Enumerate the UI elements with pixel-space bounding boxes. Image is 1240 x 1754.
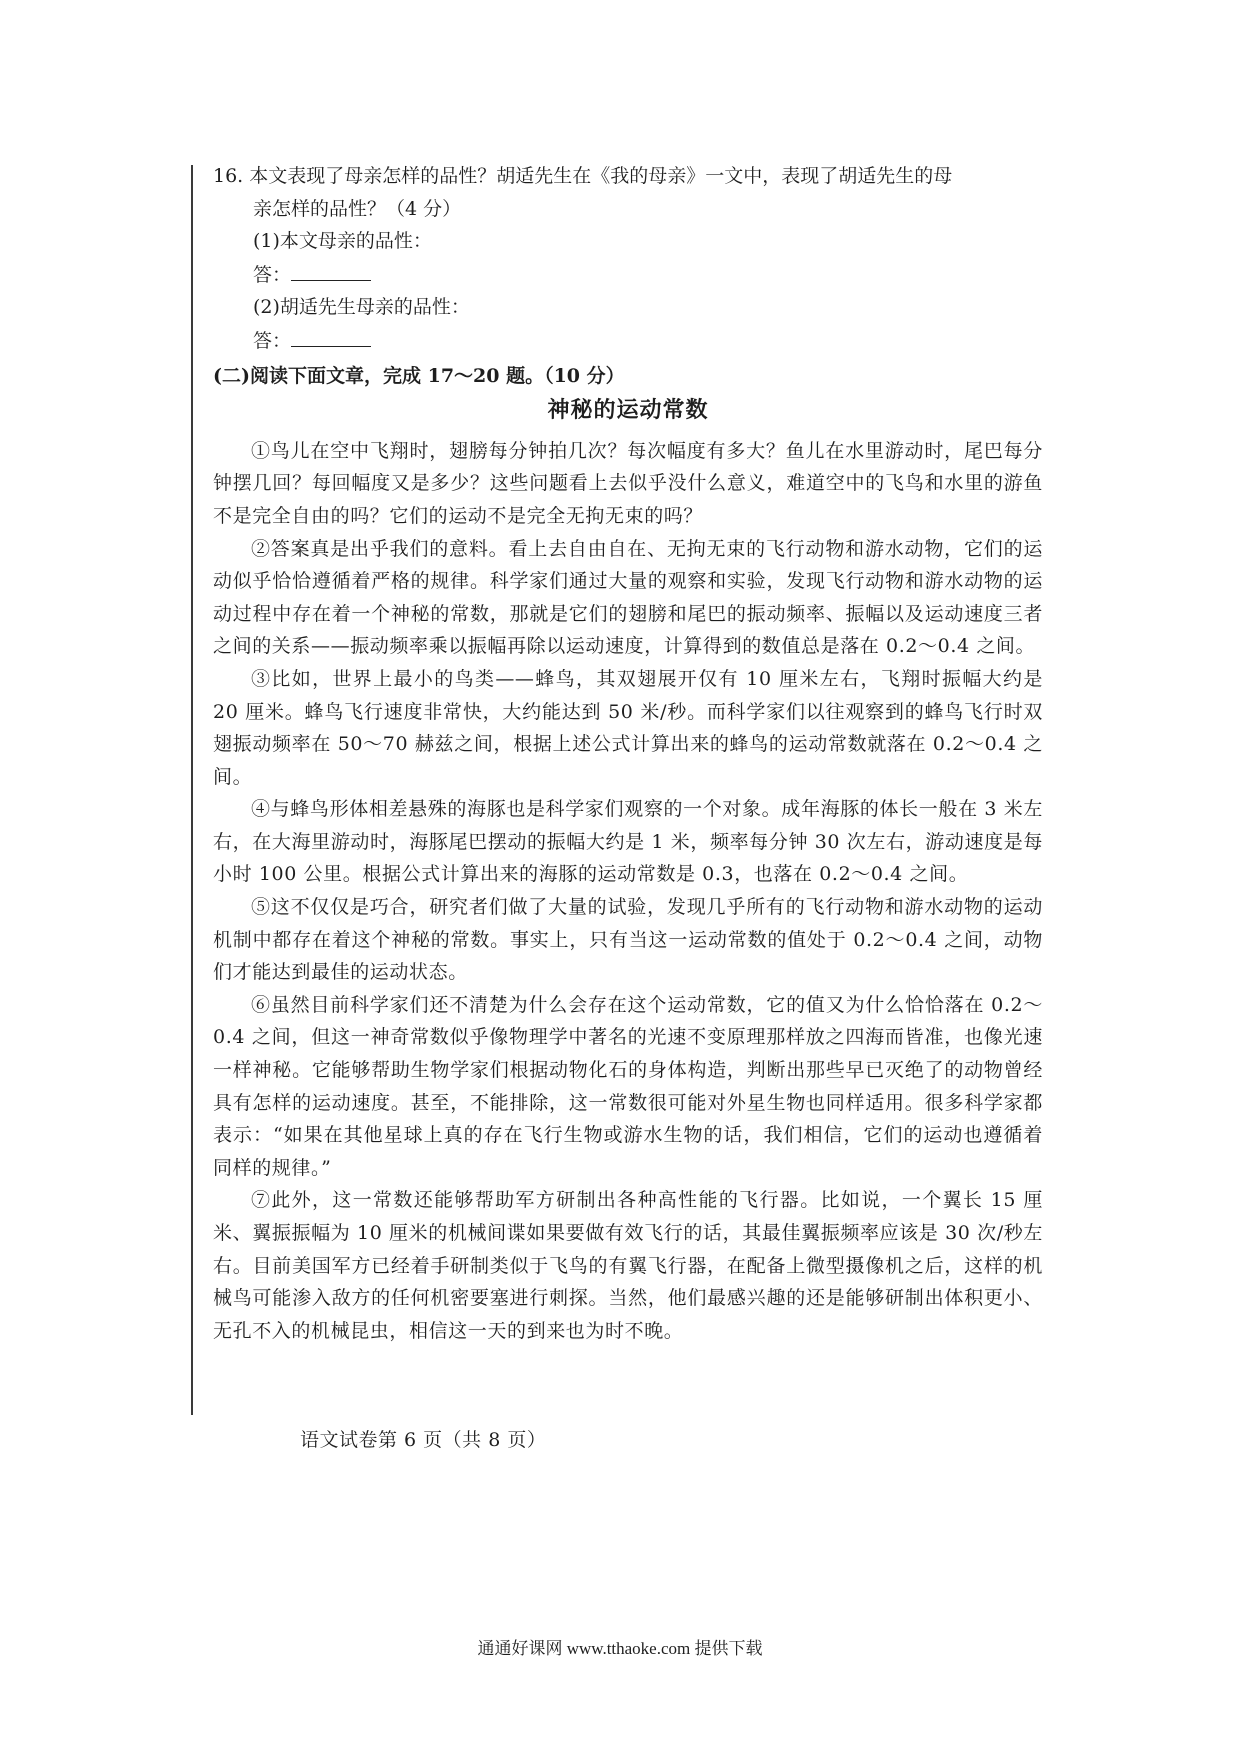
answer-blank-1[interactable] <box>291 258 371 281</box>
paragraph-4: ④与蜂鸟形体相差悬殊的海豚也是科学家们观察的一个对象。成年海豚的体长一般在 3 米左右，在大海里游动时，海豚尾巴摆动的振幅大约是 1 米，频率每分钟 30 次左右，游动速度是每小时 100 公里。根据公式计算出来的海豚的运动常数是 0.3，也落在 0.2～0.4 之间。 <box>213 798 1043 886</box>
download-watermark: 通通好课网 www.tthaoke.com 提供下载 <box>477 1639 763 1658</box>
paragraph-6: ⑥虽然目前科学家们还不清楚为什么会存在这个运动常数，它的值又为什么恰恰落在 0.2～0.4 之间，但这一神奇常数似乎像物理学中著名的光速不变原理那样放之四海而皆准，也像光速一样神秘。它能够帮助生物学家们根据动物化石的身体构造，判断出那些早已灭绝了的动物曾经具有怎样的运动速度。甚至，不能排除，这一常数很可能对外星生物也同样适用。很多科学家都表示：“如果在其他星球上真的存在飞行生物或游水生物的话，我们相信，它们的运动也遵循着同样的规律。” <box>213 993 1043 1179</box>
question-16-sub1: (1)本文母亲的品性： <box>253 230 432 253</box>
paragraph-7: ⑦此外，这一常数还能够帮助军方研制出各种高性能的飞行器。比如说，一个翼长 15 厘米、翼振振幅为 10 厘米的机械间谍如果要做有效飞行的话，其最佳翼振频率应该是 30 次/秒左右。目前美国军方已经着手研制类似于飞鸟的有翼飞行器，在配备上微型摄像机之后，这样的机械鸟可能渗入敌方的任何机密要塞进行刺探。当然，他们最感兴趣的还是能够研制出体积更小、无孔不入的机械昆虫，相信这一天的到来也为时不晚。 <box>213 1189 1043 1342</box>
answer-line-2 <box>213 324 1043 358</box>
question-16-line2: 亲怎样的品性？（4 分） <box>253 197 462 220</box>
answer-line-1 <box>213 258 1043 292</box>
article-title: 神秘的运动常数 <box>547 397 709 424</box>
page-footer: 语文试卷第 6 页（共 8 页） <box>300 1429 547 1451</box>
section-heading: (二)阅读下面文章，完成 17～20 题。（10 分） <box>213 364 625 387</box>
paragraph-2: ②答案真是出乎我们的意料。看上去自由自在、无拘无束的飞行动物和游水动物，它们的运动似乎恰恰遵循着严格的规律。科学家们通过大量的观察和实验，发现飞行动物和游水动物的运动过程中存在着一个神秘的常数，那就是它们的翅膀和尾巴的振动频率、振幅以及运动速度三者之间的关系——振动频率乘以振幅再除以运动速度，计算得到的数值总是落在 0.2～0.4 之间。 <box>213 537 1043 658</box>
paragraph-5: ⑤这不仅仅是巧合，研究者们做了大量的试验，发现几乎所有的飞行动物和游水动物的运动机制中都存在着这个神秘的常数。事实上，只有当这一运动常数的值处于 0.2～0.4 之间，动物们才能达到最佳的运动状态。 <box>213 896 1043 984</box>
answer-label-2: 答： <box>253 329 292 352</box>
answer-label-1: 答： <box>253 263 292 286</box>
paragraph-1: ①鸟儿在空中飞翔时，翅膀每分钟拍几次？每次幅度有多大？鱼儿在水里游动时，尾巴每分钟摆几回？每回幅度又是多少？这些问题看上去似乎没什么意义，难道空中的飞鸟和水里的游鱼不是完全自由的吗？它们的运动不是完全无拘无束的吗？ <box>213 439 1043 527</box>
question-16-sub2: (2)胡适先生母亲的品性： <box>253 296 470 319</box>
answer-blank-2[interactable] <box>291 324 371 347</box>
page-content <box>213 160 1043 1347</box>
paragraph-3: ③比如，世界上最小的鸟类——蜂鸟，其双翅展开仅有 10 厘米左右，飞翔时振幅大约是 20 厘米。蜂鸟飞行速度非常快，大约能达到 50 米/秒。而科学家们以往观察到的蜂鸟飞行时双翅振动频率在 50～70 赫兹之间，根据上述公式计算出来的蜂鸟的运动常数就落在 0.2～0.4 之间。 <box>213 667 1043 788</box>
question-16-line1: 16. 本文表现了母亲怎样的品性？胡适先生在《我的母亲》一文中，表现了胡适先生的母 <box>213 165 953 187</box>
margin-rule <box>191 165 193 1415</box>
